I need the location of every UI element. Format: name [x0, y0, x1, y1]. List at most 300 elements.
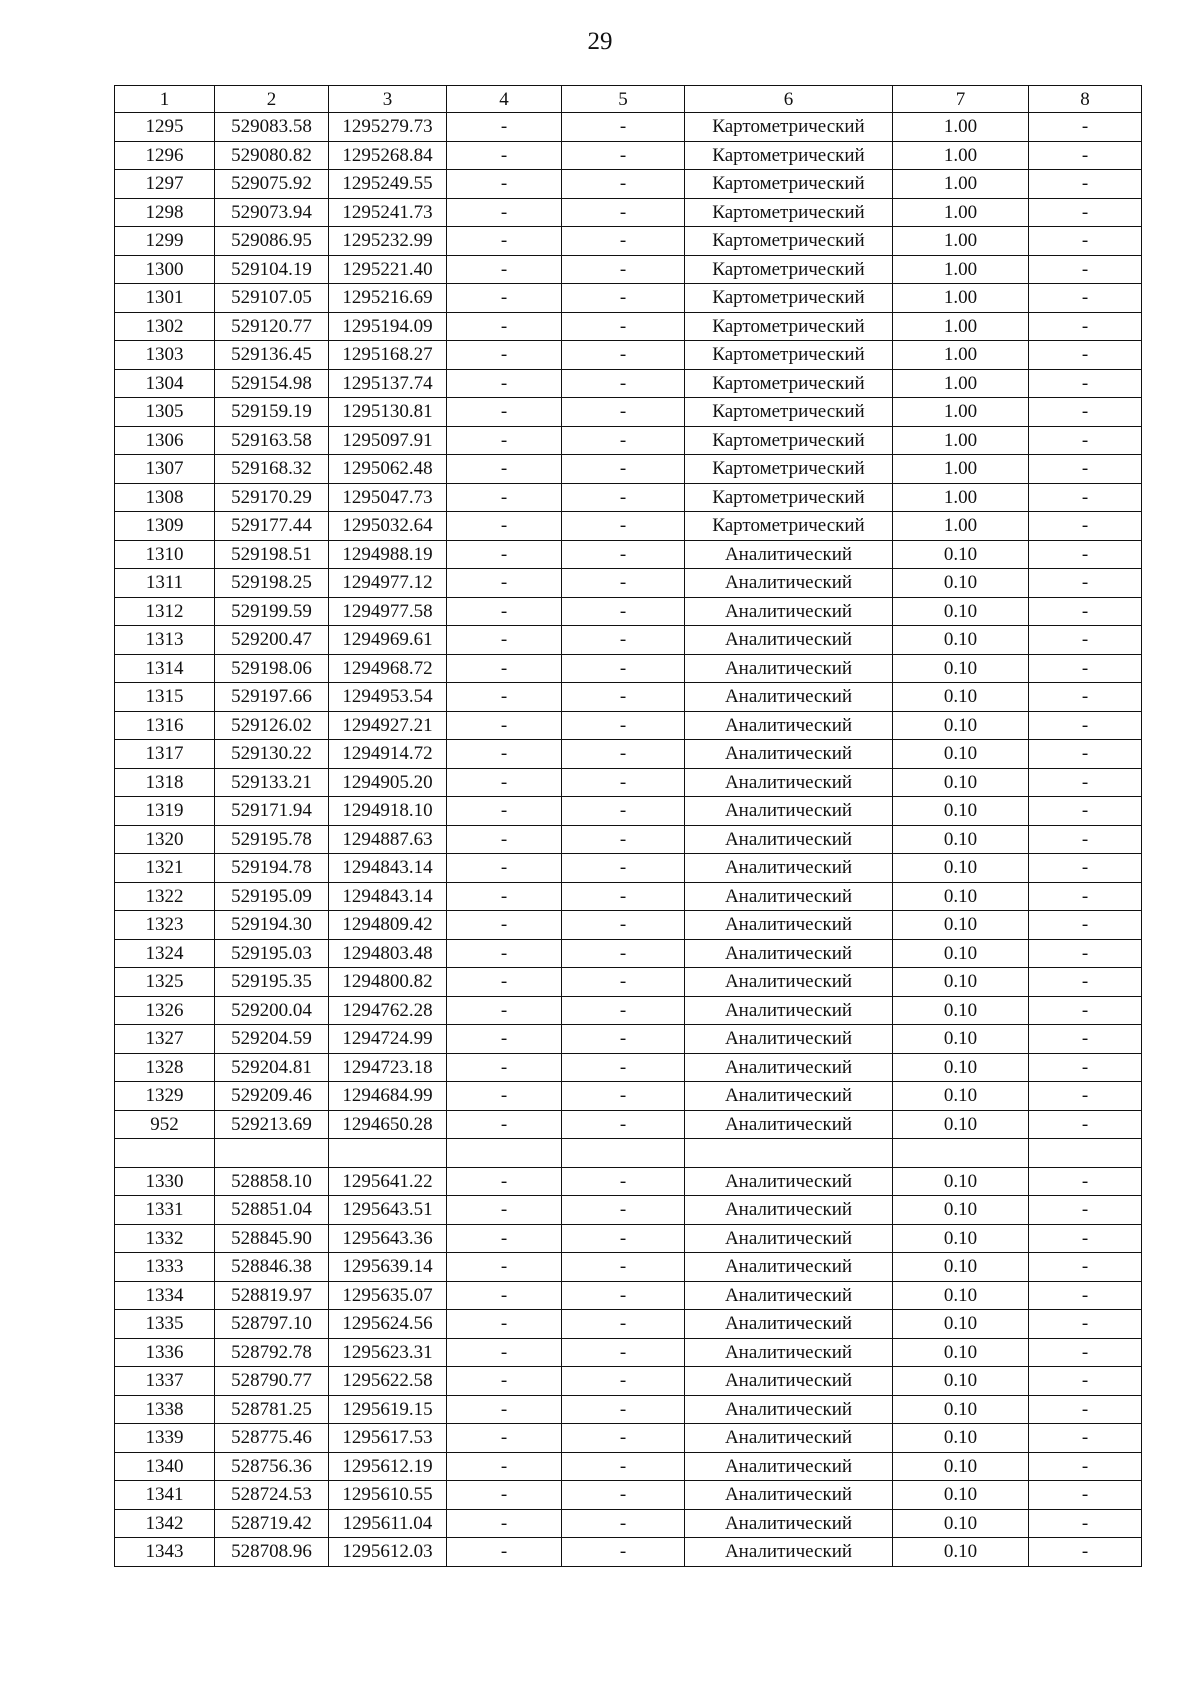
- y-coordinate-cell: 1294724.99: [329, 1025, 447, 1054]
- point-number-cell: 1337: [115, 1367, 215, 1396]
- point-number-cell: 1341: [115, 1481, 215, 1510]
- col4-cell: [447, 1139, 562, 1168]
- col4-cell: -: [447, 996, 562, 1025]
- col5-cell: -: [562, 882, 685, 911]
- method-cell: Картометрический: [685, 227, 893, 256]
- table-row: [115, 540, 1142, 569]
- accuracy-cell: 1.00: [893, 483, 1029, 512]
- point-number-cell: 1332: [115, 1224, 215, 1253]
- x-coordinate-cell: 529200.47: [215, 626, 329, 655]
- col4-cell: -: [447, 626, 562, 655]
- col5-cell: -: [562, 1053, 685, 1082]
- col4-cell: -: [447, 1196, 562, 1225]
- accuracy-cell: 0.10: [893, 1338, 1029, 1367]
- col4-cell: -: [447, 597, 562, 626]
- col8-cell: -: [1029, 1452, 1142, 1481]
- col5-cell: -: [562, 1481, 685, 1510]
- y-coordinate-cell: 1295622.58: [329, 1367, 447, 1396]
- x-coordinate-cell: 529195.78: [215, 825, 329, 854]
- point-number-cell: 1338: [115, 1395, 215, 1424]
- accuracy-cell: 0.10: [893, 996, 1029, 1025]
- col4-cell: -: [447, 1224, 562, 1253]
- x-coordinate-cell: 529194.30: [215, 911, 329, 940]
- col5-cell: -: [562, 768, 685, 797]
- col4-cell: -: [447, 939, 562, 968]
- col4-cell: -: [447, 198, 562, 227]
- point-number-cell: 1304: [115, 369, 215, 398]
- col5-cell: -: [562, 1196, 685, 1225]
- x-coordinate-cell: 529204.59: [215, 1025, 329, 1054]
- accuracy-cell: 1.00: [893, 341, 1029, 370]
- col4-cell: -: [447, 768, 562, 797]
- point-number-cell: 1339: [115, 1424, 215, 1453]
- y-coordinate-cell: 1294800.82: [329, 968, 447, 997]
- x-coordinate-cell: 529136.45: [215, 341, 329, 370]
- point-number-cell: 1334: [115, 1281, 215, 1310]
- y-coordinate-cell: 1295612.03: [329, 1538, 447, 1567]
- y-coordinate-cell: 1295047.73: [329, 483, 447, 512]
- col8-cell: -: [1029, 255, 1142, 284]
- col8-cell: -: [1029, 968, 1142, 997]
- y-coordinate-cell: 1294918.10: [329, 797, 447, 826]
- y-coordinate-cell: 1295097.91: [329, 426, 447, 455]
- column-header: 4: [447, 86, 562, 113]
- y-coordinate-cell: 1294650.28: [329, 1110, 447, 1139]
- accuracy-cell: 0.10: [893, 825, 1029, 854]
- col8-cell: -: [1029, 369, 1142, 398]
- point-number-cell: 1342: [115, 1509, 215, 1538]
- x-coordinate-cell: 529073.94: [215, 198, 329, 227]
- method-cell: Аналитический: [685, 597, 893, 626]
- table-row: [115, 626, 1142, 655]
- col8-cell: -: [1029, 654, 1142, 683]
- col4-cell: -: [447, 1167, 562, 1196]
- method-cell: Картометрический: [685, 512, 893, 541]
- accuracy-cell: 1.00: [893, 426, 1029, 455]
- table-row: [115, 512, 1142, 541]
- col5-cell: -: [562, 455, 685, 484]
- method-cell: Аналитический: [685, 683, 893, 712]
- table-body: [115, 113, 1142, 1567]
- point-number-cell: 1329: [115, 1082, 215, 1111]
- y-coordinate-cell: 1294927.21: [329, 711, 447, 740]
- table-row: [115, 1424, 1142, 1453]
- col8-cell: -: [1029, 1281, 1142, 1310]
- col8-cell: -: [1029, 1424, 1142, 1453]
- x-coordinate-cell: 529199.59: [215, 597, 329, 626]
- table-header-row: [115, 86, 1142, 113]
- point-number-cell: 1297: [115, 170, 215, 199]
- accuracy-cell: 0.10: [893, 1281, 1029, 1310]
- point-number-cell: 1316: [115, 711, 215, 740]
- point-number-cell: 1336: [115, 1338, 215, 1367]
- col8-cell: -: [1029, 797, 1142, 826]
- col4-cell: -: [447, 711, 562, 740]
- col8-cell: [1029, 1139, 1142, 1168]
- accuracy-cell: 0.10: [893, 654, 1029, 683]
- x-coordinate-cell: 528846.38: [215, 1253, 329, 1282]
- table-row: [115, 740, 1142, 769]
- table-row: [115, 483, 1142, 512]
- col5-cell: -: [562, 825, 685, 854]
- y-coordinate-cell: 1294977.12: [329, 569, 447, 598]
- table-row: [115, 711, 1142, 740]
- y-coordinate-cell: 1295641.22: [329, 1167, 447, 1196]
- col8-cell: -: [1029, 312, 1142, 341]
- method-cell: Аналитический: [685, 1481, 893, 1510]
- point-number-cell: 1307: [115, 455, 215, 484]
- accuracy-cell: 1.00: [893, 227, 1029, 256]
- col4-cell: -: [447, 1253, 562, 1282]
- accuracy-cell: 0.10: [893, 911, 1029, 940]
- accuracy-cell: 1.00: [893, 113, 1029, 142]
- method-cell: Аналитический: [685, 968, 893, 997]
- x-coordinate-cell: 529198.06: [215, 654, 329, 683]
- table-row: [115, 1509, 1142, 1538]
- table-row: [115, 198, 1142, 227]
- method-cell: Картометрический: [685, 255, 893, 284]
- y-coordinate-cell: 1295624.56: [329, 1310, 447, 1339]
- accuracy-cell: 0.10: [893, 1538, 1029, 1567]
- table-row: [115, 597, 1142, 626]
- accuracy-cell: 0.10: [893, 854, 1029, 883]
- col5-cell: -: [562, 968, 685, 997]
- point-number-cell: 1303: [115, 341, 215, 370]
- col8-cell: -: [1029, 569, 1142, 598]
- col4-cell: -: [447, 1082, 562, 1111]
- accuracy-cell: 0.10: [893, 768, 1029, 797]
- method-cell: Аналитический: [685, 540, 893, 569]
- col4-cell: -: [447, 740, 562, 769]
- col8-cell: -: [1029, 455, 1142, 484]
- x-coordinate-cell: 529209.46: [215, 1082, 329, 1111]
- y-coordinate-cell: 1295062.48: [329, 455, 447, 484]
- point-number-cell: 1302: [115, 312, 215, 341]
- col5-cell: -: [562, 1538, 685, 1567]
- col4-cell: -: [447, 654, 562, 683]
- col5-cell: -: [562, 626, 685, 655]
- x-coordinate-cell: 529107.05: [215, 284, 329, 313]
- col8-cell: -: [1029, 227, 1142, 256]
- col8-cell: -: [1029, 483, 1142, 512]
- col4-cell: -: [447, 455, 562, 484]
- column-header: 5: [562, 86, 685, 113]
- point-number-cell: 1296: [115, 141, 215, 170]
- method-cell: Аналитический: [685, 1167, 893, 1196]
- method-cell: Аналитический: [685, 1310, 893, 1339]
- table-row: [115, 1025, 1142, 1054]
- y-coordinate-cell: 1294843.14: [329, 882, 447, 911]
- col8-cell: -: [1029, 711, 1142, 740]
- table-row: [115, 1281, 1142, 1310]
- col5-cell: -: [562, 939, 685, 968]
- method-cell: Картометрический: [685, 455, 893, 484]
- point-number-cell: 1298: [115, 198, 215, 227]
- col4-cell: -: [447, 369, 562, 398]
- column-header: 7: [893, 86, 1029, 113]
- x-coordinate-cell: 529195.35: [215, 968, 329, 997]
- point-number-cell: 1321: [115, 854, 215, 883]
- x-coordinate-cell: 529194.78: [215, 854, 329, 883]
- y-coordinate-cell: 1295130.81: [329, 398, 447, 427]
- method-cell: Аналитический: [685, 1367, 893, 1396]
- method-cell: Аналитический: [685, 1395, 893, 1424]
- accuracy-cell: 1.00: [893, 312, 1029, 341]
- y-coordinate-cell: 1295617.53: [329, 1424, 447, 1453]
- x-coordinate-cell: 529197.66: [215, 683, 329, 712]
- x-coordinate-cell: 528724.53: [215, 1481, 329, 1510]
- method-cell: Аналитический: [685, 740, 893, 769]
- accuracy-cell: 0.10: [893, 968, 1029, 997]
- accuracy-cell: 0.10: [893, 939, 1029, 968]
- accuracy-cell: 0.10: [893, 1025, 1029, 1054]
- table-row: [115, 1082, 1142, 1111]
- method-cell: Аналитический: [685, 911, 893, 940]
- table-row: [115, 768, 1142, 797]
- col5-cell: -: [562, 911, 685, 940]
- col5-cell: -: [562, 540, 685, 569]
- x-coordinate-cell: 529200.04: [215, 996, 329, 1025]
- col5-cell: -: [562, 740, 685, 769]
- table-row: [115, 1110, 1142, 1139]
- x-coordinate-cell: 529195.09: [215, 882, 329, 911]
- col5-cell: -: [562, 1253, 685, 1282]
- point-number-cell: 1319: [115, 797, 215, 826]
- col8-cell: -: [1029, 683, 1142, 712]
- table-row: [115, 1053, 1142, 1082]
- col8-cell: -: [1029, 1053, 1142, 1082]
- y-coordinate-cell: 1295643.36: [329, 1224, 447, 1253]
- accuracy-cell: 0.10: [893, 626, 1029, 655]
- col4-cell: -: [447, 227, 562, 256]
- col8-cell: -: [1029, 1025, 1142, 1054]
- col8-cell: -: [1029, 1224, 1142, 1253]
- col5-cell: -: [562, 1338, 685, 1367]
- x-coordinate-cell: 529213.69: [215, 1110, 329, 1139]
- x-coordinate-cell: 529170.29: [215, 483, 329, 512]
- col5-cell: -: [562, 426, 685, 455]
- y-coordinate-cell: 1294723.18: [329, 1053, 447, 1082]
- point-number-cell: 1300: [115, 255, 215, 284]
- col5-cell: -: [562, 312, 685, 341]
- column-header: 1: [115, 86, 215, 113]
- accuracy-cell: 0.10: [893, 711, 1029, 740]
- col4-cell: -: [447, 854, 562, 883]
- point-number-cell: [115, 1139, 215, 1168]
- method-cell: Картометрический: [685, 426, 893, 455]
- col5-cell: -: [562, 1424, 685, 1453]
- method-cell: Аналитический: [685, 711, 893, 740]
- col4-cell: -: [447, 1338, 562, 1367]
- table-row: [115, 284, 1142, 313]
- point-number-cell: 1324: [115, 939, 215, 968]
- y-coordinate-cell: 1295168.27: [329, 341, 447, 370]
- table-row: [115, 968, 1142, 997]
- col4-cell: -: [447, 512, 562, 541]
- col8-cell: -: [1029, 1167, 1142, 1196]
- y-coordinate-cell: 1294887.63: [329, 825, 447, 854]
- table-row: [115, 996, 1142, 1025]
- col5-cell: -: [562, 1509, 685, 1538]
- col5-cell: -: [562, 398, 685, 427]
- accuracy-cell: 0.10: [893, 1310, 1029, 1339]
- y-coordinate-cell: 1295232.99: [329, 227, 447, 256]
- x-coordinate-cell: 528756.36: [215, 1452, 329, 1481]
- col4-cell: -: [447, 398, 562, 427]
- col5-cell: -: [562, 1367, 685, 1396]
- point-number-cell: 1314: [115, 654, 215, 683]
- table-row: [115, 1338, 1142, 1367]
- accuracy-cell: 0.10: [893, 1395, 1029, 1424]
- y-coordinate-cell: 1295279.73: [329, 113, 447, 142]
- y-coordinate-cell: 1295032.64: [329, 512, 447, 541]
- col4-cell: -: [447, 1110, 562, 1139]
- point-number-cell: 1295: [115, 113, 215, 142]
- method-cell: Картометрический: [685, 341, 893, 370]
- col5-cell: -: [562, 854, 685, 883]
- method-cell: Картометрический: [685, 284, 893, 313]
- point-number-cell: 952: [115, 1110, 215, 1139]
- col5-cell: [562, 1139, 685, 1168]
- point-number-cell: 1299: [115, 227, 215, 256]
- col5-cell: -: [562, 369, 685, 398]
- x-coordinate-cell: [215, 1139, 329, 1168]
- x-coordinate-cell: 529120.77: [215, 312, 329, 341]
- y-coordinate-cell: 1294914.72: [329, 740, 447, 769]
- method-cell: Аналитический: [685, 1538, 893, 1567]
- accuracy-cell: 1.00: [893, 141, 1029, 170]
- accuracy-cell: 0.10: [893, 1082, 1029, 1111]
- col4-cell: -: [447, 426, 562, 455]
- point-number-cell: 1311: [115, 569, 215, 598]
- y-coordinate-cell: 1295241.73: [329, 198, 447, 227]
- col8-cell: -: [1029, 996, 1142, 1025]
- method-cell: Картометрический: [685, 369, 893, 398]
- accuracy-cell: 1.00: [893, 284, 1029, 313]
- table-row: [115, 398, 1142, 427]
- method-cell: Аналитический: [685, 1082, 893, 1111]
- col4-cell: -: [447, 483, 562, 512]
- col4-cell: -: [447, 255, 562, 284]
- col5-cell: -: [562, 1395, 685, 1424]
- y-coordinate-cell: 1294843.14: [329, 854, 447, 883]
- col8-cell: -: [1029, 141, 1142, 170]
- point-number-cell: 1326: [115, 996, 215, 1025]
- y-coordinate-cell: 1295612.19: [329, 1452, 447, 1481]
- method-cell: Картометрический: [685, 483, 893, 512]
- point-number-cell: 1309: [115, 512, 215, 541]
- col8-cell: -: [1029, 768, 1142, 797]
- accuracy-cell: 0.10: [893, 540, 1029, 569]
- col8-cell: -: [1029, 1338, 1142, 1367]
- accuracy-cell: 0.10: [893, 740, 1029, 769]
- col5-cell: -: [562, 255, 685, 284]
- col5-cell: -: [562, 341, 685, 370]
- col5-cell: -: [562, 1082, 685, 1111]
- accuracy-cell: 0.10: [893, 1424, 1029, 1453]
- x-coordinate-cell: 529195.03: [215, 939, 329, 968]
- col4-cell: -: [447, 312, 562, 341]
- y-coordinate-cell: 1294969.61: [329, 626, 447, 655]
- col5-cell: -: [562, 141, 685, 170]
- accuracy-cell: 0.10: [893, 1224, 1029, 1253]
- accuracy-cell: 0.10: [893, 1367, 1029, 1396]
- col5-cell: -: [562, 483, 685, 512]
- col8-cell: -: [1029, 284, 1142, 313]
- col8-cell: -: [1029, 1110, 1142, 1139]
- point-number-cell: 1325: [115, 968, 215, 997]
- accuracy-cell: 0.10: [893, 1481, 1029, 1510]
- col8-cell: -: [1029, 1082, 1142, 1111]
- col4-cell: -: [447, 170, 562, 199]
- col5-cell: -: [562, 1224, 685, 1253]
- col8-cell: -: [1029, 825, 1142, 854]
- point-number-cell: 1330: [115, 1167, 215, 1196]
- x-coordinate-cell: 529080.82: [215, 141, 329, 170]
- table-row: [115, 426, 1142, 455]
- y-coordinate-cell: 1294803.48: [329, 939, 447, 968]
- col8-cell: -: [1029, 911, 1142, 940]
- x-coordinate-cell: 529171.94: [215, 797, 329, 826]
- x-coordinate-cell: 529204.81: [215, 1053, 329, 1082]
- accuracy-cell: 1.00: [893, 170, 1029, 199]
- col5-cell: -: [562, 227, 685, 256]
- col4-cell: -: [447, 141, 562, 170]
- y-coordinate-cell: 1295639.14: [329, 1253, 447, 1282]
- page-number: 29: [587, 28, 613, 55]
- col8-cell: -: [1029, 1367, 1142, 1396]
- method-cell: Картометрический: [685, 198, 893, 227]
- table-row: [115, 882, 1142, 911]
- col4-cell: -: [447, 797, 562, 826]
- table-row: [115, 113, 1142, 142]
- col4-cell: -: [447, 1452, 562, 1481]
- accuracy-cell: 0.10: [893, 569, 1029, 598]
- col5-cell: -: [562, 1281, 685, 1310]
- point-number-cell: 1305: [115, 398, 215, 427]
- col4-cell: -: [447, 1395, 562, 1424]
- point-number-cell: 1301: [115, 284, 215, 313]
- x-coordinate-cell: 529163.58: [215, 426, 329, 455]
- table-row: [115, 569, 1142, 598]
- col4-cell: -: [447, 1424, 562, 1453]
- x-coordinate-cell: 529104.19: [215, 255, 329, 284]
- method-cell: Аналитический: [685, 1053, 893, 1082]
- table-row: [115, 939, 1142, 968]
- method-cell: Аналитический: [685, 825, 893, 854]
- col8-cell: -: [1029, 1395, 1142, 1424]
- method-cell: Аналитический: [685, 1110, 893, 1139]
- point-number-cell: 1331: [115, 1196, 215, 1225]
- col8-cell: -: [1029, 1481, 1142, 1510]
- table-row: [115, 1538, 1142, 1567]
- table-row: [115, 255, 1142, 284]
- method-cell: Картометрический: [685, 113, 893, 142]
- point-number-cell: 1313: [115, 626, 215, 655]
- y-coordinate-cell: 1295610.55: [329, 1481, 447, 1510]
- x-coordinate-cell: 528845.90: [215, 1224, 329, 1253]
- point-number-cell: 1306: [115, 426, 215, 455]
- table-row: [115, 455, 1142, 484]
- col5-cell: -: [562, 512, 685, 541]
- y-coordinate-cell: 1295623.31: [329, 1338, 447, 1367]
- col5-cell: -: [562, 1110, 685, 1139]
- y-coordinate-cell: 1295216.69: [329, 284, 447, 313]
- col5-cell: -: [562, 797, 685, 826]
- col4-cell: -: [447, 1367, 562, 1396]
- col4-cell: -: [447, 1509, 562, 1538]
- method-cell: Аналитический: [685, 939, 893, 968]
